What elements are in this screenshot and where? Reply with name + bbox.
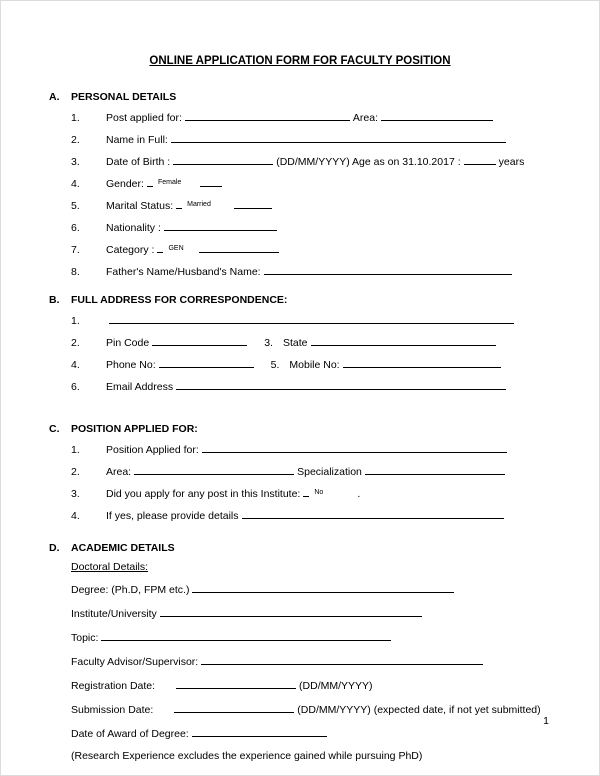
field-label: Area: (352, 112, 378, 124)
field-label: Email Address (106, 381, 174, 393)
form-row-advisor (71, 654, 551, 668)
form-row-registration-date (71, 678, 551, 692)
item-number: 5. (71, 200, 80, 212)
item-number: 2. (71, 337, 80, 349)
form-row-post-applied (71, 110, 551, 124)
section-letter: D. (49, 542, 60, 554)
note-text: (Research Experience excludes the experience gained while pursuing PhD) (71, 750, 423, 762)
item-number: 1. (71, 315, 80, 327)
field-value: No (314, 489, 324, 496)
form-title: ONLINE APPLICATION FORM FOR FACULTY POSITION (149, 55, 451, 67)
blank-line (134, 464, 294, 475)
field-label: Degree: (Ph.D, FPM etc.) (71, 584, 190, 596)
blank-line (201, 654, 483, 665)
field-label: Faculty Advisor/Supervisor: (71, 656, 199, 668)
blank-line (147, 176, 153, 187)
blank-line (202, 442, 507, 453)
form-row-phone-mobile (71, 357, 551, 371)
field-value: Female (157, 179, 182, 186)
item-number: 7. (71, 244, 80, 256)
blank-line (176, 379, 506, 390)
field-label: (DD/MM/YYYY) Age as on 31.10.2017 : (276, 156, 461, 168)
field-label: Specialization (297, 466, 362, 478)
field-label: years (498, 156, 525, 168)
blank-line (164, 220, 277, 231)
blank-line (192, 582, 454, 593)
item-number: 6. (71, 222, 80, 234)
form-row-dob (71, 154, 551, 168)
field-label: Registration Date: (71, 680, 156, 692)
section-heading: POSITION APPLIED FOR: (71, 423, 198, 435)
blank-line (365, 464, 505, 475)
field-value: Married (187, 201, 211, 208)
item-number: 4. (71, 178, 80, 190)
blank-line (157, 242, 163, 253)
doctoral-details-subheading: Doctoral Details: (71, 561, 149, 573)
blank-line (464, 154, 496, 165)
field-label: Area: (106, 466, 132, 478)
form-row-category (71, 242, 551, 256)
blank-line (200, 176, 222, 187)
form-row-email (71, 379, 551, 393)
form-row-nationality (71, 220, 551, 234)
blank-line (109, 313, 514, 324)
blank-line (171, 132, 506, 143)
field-label: Date of Award of Degree: (71, 728, 189, 740)
field-label: State (282, 337, 308, 349)
form-row-gender (71, 176, 551, 190)
form-row-if-yes-details (71, 508, 551, 522)
field-label: Pin Code (106, 337, 150, 349)
blank-line (176, 678, 296, 689)
form-row-topic (71, 630, 551, 644)
section-heading: ACADEMIC DETAILS (71, 542, 175, 554)
field-label: Institute/University (71, 608, 157, 620)
field-label: Date of Birth : (106, 156, 171, 168)
field-label: Position Applied for: (106, 444, 199, 456)
form-row-marital-status (71, 198, 551, 212)
blank-line (160, 606, 422, 617)
field-label: (DD/MM/YYYY) (299, 680, 373, 692)
blank-line (343, 357, 501, 368)
blank-line (192, 726, 327, 737)
blank-line (173, 154, 273, 165)
form-row-position-applied (71, 442, 551, 456)
research-experience-note (71, 750, 551, 762)
item-number: 2. (71, 466, 80, 478)
field-label: Father's Name/Husband's Name: (106, 266, 261, 278)
field-label: Post applied for: (106, 112, 182, 124)
section-b-heading (49, 294, 551, 306)
item-number: 5. (270, 359, 280, 371)
field-label: Did you apply for any post in this Institute: (106, 488, 301, 500)
blank-line (381, 110, 493, 121)
field-label: Mobile No: (289, 359, 340, 371)
form-row-pincode-state (71, 335, 551, 349)
field-label: . (357, 488, 361, 500)
form-row-award-date (71, 726, 551, 740)
form-row-applied-before (71, 486, 551, 500)
field-label: Topic: (71, 632, 99, 644)
section-heading: PERSONAL DETAILS (71, 91, 177, 103)
item-number: 3. (264, 337, 273, 349)
field-label: Category : (106, 244, 155, 256)
form-content (1, 1, 599, 762)
blank-line (234, 198, 272, 209)
field-label: (DD/MM/YYYY) (expected date, if not yet submitted) (297, 704, 541, 716)
form-row-institute (71, 606, 551, 620)
blank-line (185, 110, 350, 121)
section-letter: B. (49, 294, 60, 306)
form-row-father-husband-name (71, 264, 551, 278)
blank-line (174, 702, 294, 713)
field-value: GEN (168, 245, 184, 252)
page-number: 1 (543, 715, 549, 727)
form-row-degree (71, 582, 551, 596)
section-c-heading (49, 423, 551, 435)
blank-line (311, 335, 496, 346)
blank-line (242, 508, 504, 519)
section-letter: C. (49, 423, 60, 435)
field-label: If yes, please provide details (106, 510, 239, 522)
field-label: Phone No: (106, 359, 156, 371)
field-label: Submission Date: (71, 704, 154, 716)
field-label: Gender: (106, 178, 144, 190)
blank-line (101, 630, 391, 641)
item-number: 8. (71, 266, 80, 278)
item-number: 4. (71, 510, 80, 522)
section-heading: FULL ADDRESS FOR CORRESPONDENCE: (71, 294, 288, 306)
section-letter: A. (49, 91, 60, 103)
section-d-heading (49, 542, 551, 554)
item-number: 4. (71, 359, 80, 371)
item-number: 2. (71, 134, 80, 146)
field-label: Nationality : (106, 222, 161, 234)
form-row-address-line (71, 313, 551, 327)
item-number: 1. (71, 112, 80, 124)
blank-line (264, 264, 512, 275)
field-label: Name in Full: (106, 134, 168, 146)
item-number: 1. (71, 444, 80, 456)
field-label: Marital Status: (106, 200, 174, 212)
form-row-name (71, 132, 551, 146)
blank-line (199, 242, 279, 253)
section-a-heading (49, 91, 551, 103)
item-number: 3. (71, 156, 80, 168)
blank-line (159, 357, 254, 368)
blank-line (176, 198, 182, 209)
blank-line (303, 486, 309, 497)
blank-line (152, 335, 247, 346)
form-row-area-specialization (71, 464, 551, 478)
item-number: 6. (71, 381, 80, 393)
form-row-submission-date (71, 702, 551, 716)
item-number: 3. (71, 488, 80, 500)
